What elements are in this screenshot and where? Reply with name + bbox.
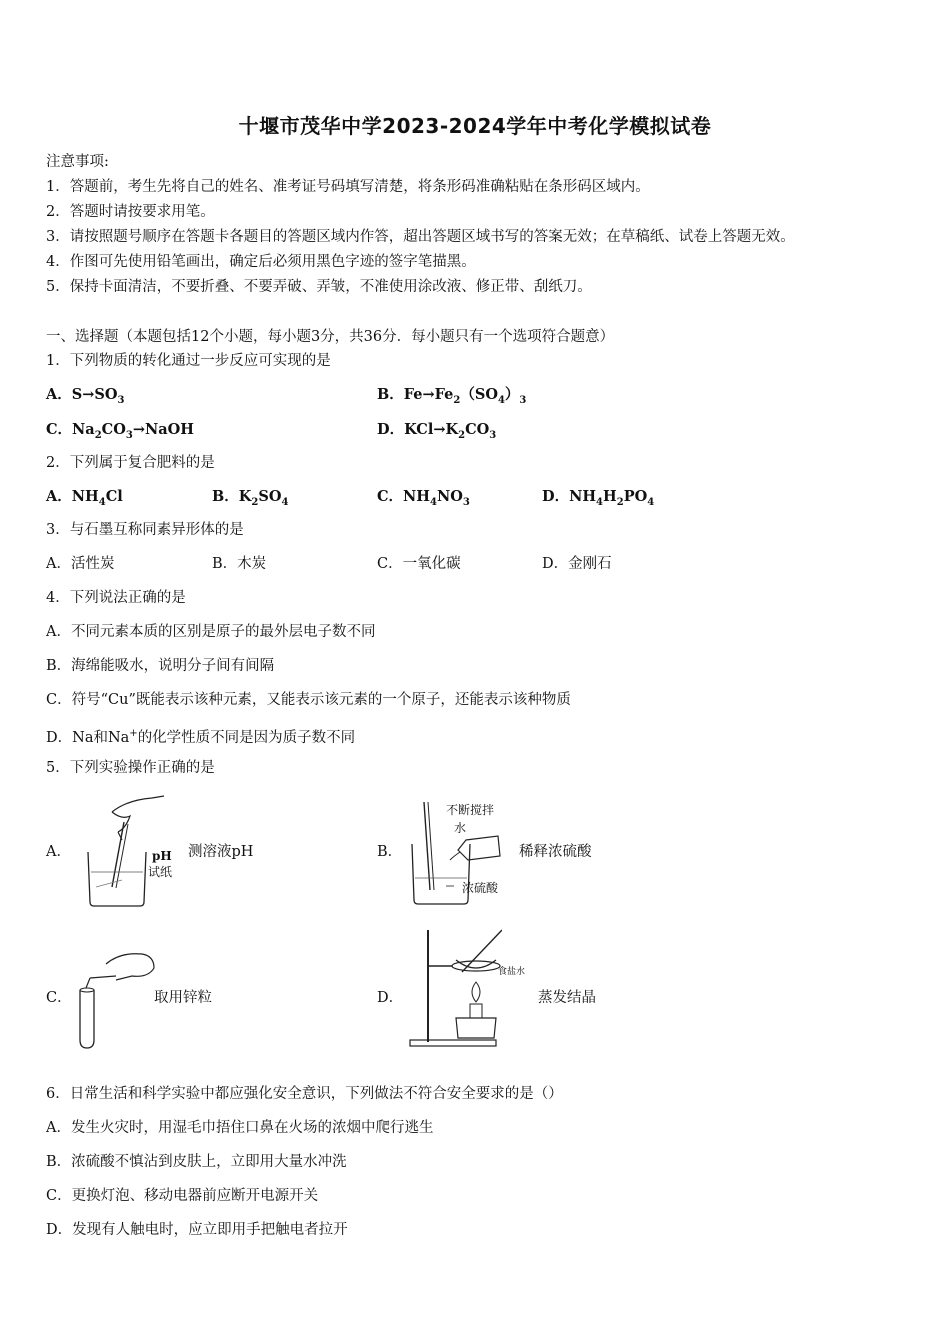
q6-option-c[interactable]: C．更换灯泡、移动电器前应断开电源开关 (46, 1188, 319, 1204)
q6-option-a[interactable]: A．发生火灾时，用湿毛巾捂住口鼻在火场的浓烟中爬行逃生 (46, 1120, 434, 1136)
q1-option-c[interactable]: C．$Na_2CO_3\to NaOH$ (46, 421, 194, 441)
notice-item-1: 1．答题前，考生先将自己的姓名、准考证号码填写清楚，将条形码准确粘贴在条形码区域内。 (46, 179, 650, 195)
q5-option-a-label[interactable]: A． (46, 844, 71, 860)
q5-option-d-label[interactable]: D． (377, 990, 404, 1006)
q2-option-b[interactable]: B．$K_2SO_4$ (212, 488, 289, 508)
question-2-stem: 2．下列属于复合肥料的是 (46, 455, 215, 471)
q3-option-a[interactable]: A．活性炭 (46, 556, 115, 572)
zinc-tube-figure (76, 950, 160, 1050)
q3-option-d[interactable]: D．金刚石 (542, 556, 612, 572)
q4-option-d[interactable]: D．Na和Na+的化学性质不同是因为质子数不同 (46, 728, 356, 746)
q4-option-c[interactable]: C．符号“Cu”既能表示该种元素，又能表示该元素的一个原子，还能表示该种物质 (46, 692, 571, 708)
q5-option-b-label[interactable]: B． (377, 844, 403, 860)
notice-item-3: 3．请按照题号顺序在答题卡各题目的答题区域内作答，超出答题区域书写的答案无效；在草稿纸、试卷上答题无效。 (46, 229, 795, 245)
stir-figure-label: 不断搅拌 (446, 803, 495, 817)
evaporation-figure (406, 926, 502, 1050)
q2-option-d[interactable]: D．$NH_4H_2PO_4$ (542, 488, 655, 508)
water-figure-label: 水 (454, 821, 467, 835)
q5-option-b-text[interactable]: 稀释浓硫酸 (519, 844, 592, 860)
page-title: 十堰市茂华中学2023-2024学年中考化学模拟试卷 (238, 114, 712, 138)
q2-option-a[interactable]: A．$NH_4Cl$ (46, 488, 123, 508)
q5-option-c-label[interactable]: C． (46, 990, 72, 1006)
q4-option-a[interactable]: A．不同元素本质的区别是原子的最外层电子数不同 (46, 624, 376, 640)
q2-option-c[interactable]: C．$NH_4NO_3$ (377, 488, 470, 508)
salt-water-figure-label: 食盐水 (498, 967, 526, 977)
ph-figure-label: pH (152, 849, 172, 863)
q6-option-d[interactable]: D．发现有人触电时，应立即用手把触电者拉开 (46, 1222, 348, 1238)
q1-option-d[interactable]: D．$KCl\to K_2CO_3$ (377, 421, 497, 441)
question-1-stem: 1．下列物质的转化通过一步反应可实现的是 (46, 353, 331, 369)
q4-option-b[interactable]: B．海绵能吸水，说明分子间有间隔 (46, 658, 275, 674)
notice-heading: 注意事项: (46, 154, 109, 170)
notice-item-4: 4．作图可先使用铅笔画出，确定后必须用黑色字迹的签字笔描黑。 (46, 254, 476, 270)
q3-option-c[interactable]: C．一氧化碳 (377, 556, 461, 572)
q5-option-a-text[interactable]: 测溶液pH (188, 844, 254, 860)
q6-option-b[interactable]: B．浓硫酸不慎沾到皮肤上，立即用大量水冲洗 (46, 1154, 347, 1170)
section-heading: 一、选择题（本题包括12个小题，每小题3分，共36分．每小题只有一个选项符合题意） (46, 329, 615, 345)
question-6-stem: 6．日常生活和科学实验中都应强化安全意识，下列做法不符合安全要求的是（） (46, 1086, 563, 1102)
ph-test-figure (82, 792, 192, 910)
q5-option-c-text[interactable]: 取用锌粒 (154, 990, 212, 1006)
q1-option-b[interactable]: B．$Fe\to Fe_2(SO_4)_3$ (377, 386, 527, 406)
q1-option-a[interactable]: A．$S\to SO_3$ (46, 386, 125, 406)
acid-figure-label: 浓硫酸 (462, 881, 499, 895)
question-5-stem: 5．下列实验操作正确的是 (46, 760, 215, 776)
paper-figure-label: 试纸 (148, 865, 173, 879)
q3-option-b[interactable]: B．木炭 (212, 556, 267, 572)
question-3-stem: 3．与石墨互称同素异形体的是 (46, 522, 244, 538)
question-4-stem: 4．下列说法正确的是 (46, 590, 186, 606)
q5-option-d-text[interactable]: 蒸发结晶 (538, 990, 596, 1006)
notice-item-2: 2．答题时请按要求用笔。 (46, 204, 215, 220)
notice-item-5: 5．保持卡面清洁，不要折叠、不要弄破、弄皱，不准使用涂改液、修正带、刮纸刀。 (46, 279, 592, 295)
